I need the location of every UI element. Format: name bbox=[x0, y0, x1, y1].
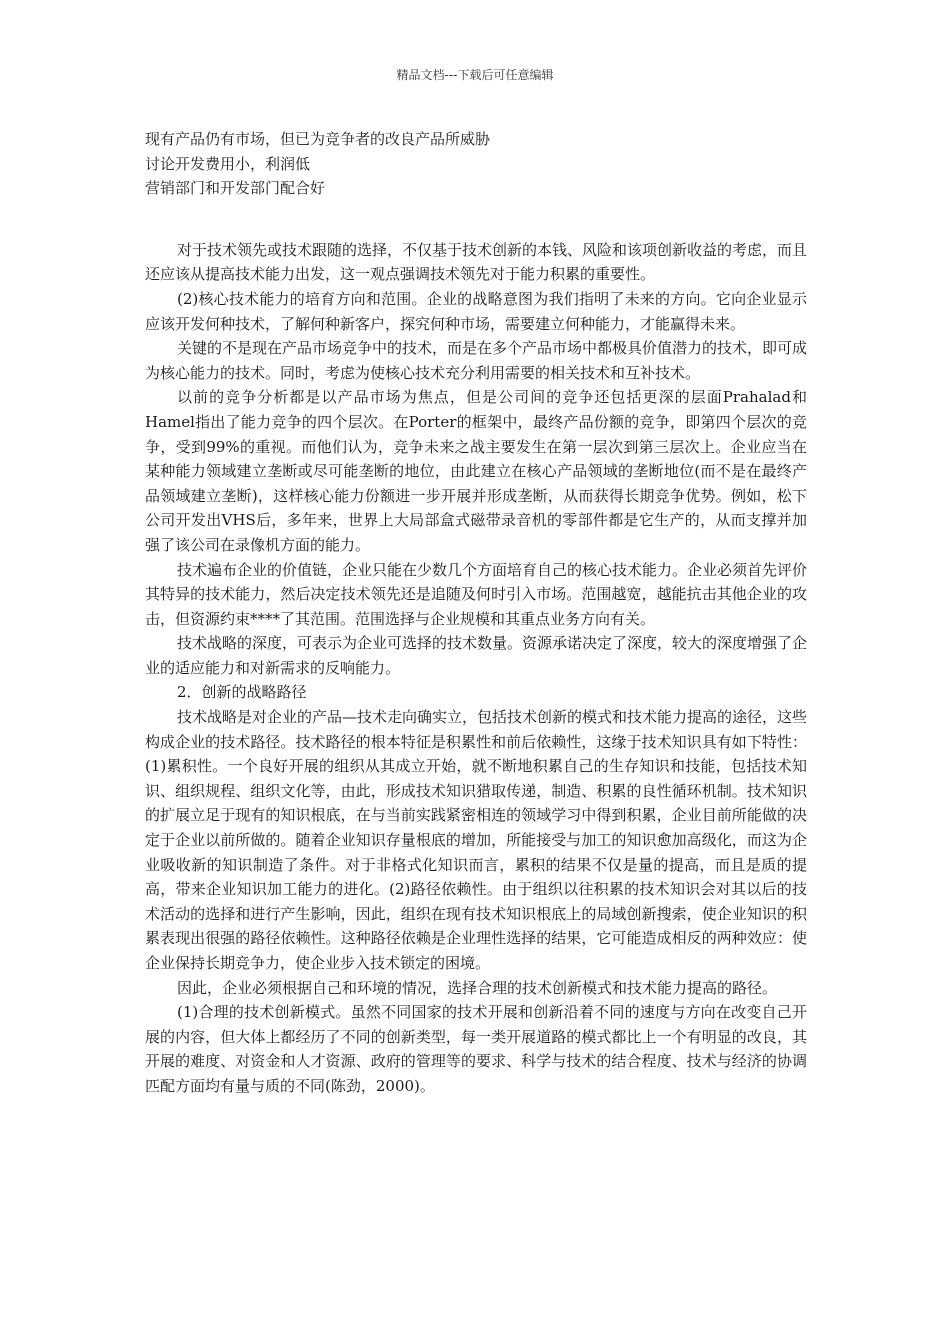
blank-line bbox=[145, 201, 807, 238]
paragraph: 技术战略的深度，可表示为企业可选择的技术数量。资源承诺决定了深度，较大的深度增强了企业的适应能力和对新需求的反响能力。 bbox=[145, 634, 808, 677]
paragraph: 关键的不是现在产品市场竞争中的技术，而是在多个产品市场中都极具价值潜力的技术，即可成为核心能力的技术。同时，考虑为使核心技术充分利用需要的相关技术和互补技术。 bbox=[145, 339, 808, 382]
paragraph: 因此，企业必须根据自己和环境的情况，选择合理的技术创新模式和技术能力提高的路径。 bbox=[177, 978, 778, 997]
intro-line: 讨论开发费用小，利润低 bbox=[145, 154, 311, 173]
page-header: 精品文档---下载后可任意编辑 bbox=[396, 68, 554, 82]
paragraph: (1)合理的技术创新模式。虽然不同国家的技术开展和创新沿着不同的速度与方向在改变自己开展的内容，但大体上都经历了不同的创新类型，每一类开展道路的模式都比上一个有明显的改良，其开展的难度、对资金和人才资源、政府的管理等的要求、科学与技术的结合程度、技术与经济的协调匹配方面均有量与质的不同(陈劲，2000)。 bbox=[145, 1003, 807, 1095]
paragraph: 技术遍布企业的价值链，企业只能在少数几个方面培育自己的核心技术能力。企业必须首先评价其特异的技术能力，然后决定技术领先还是追随及何时引入市场。范围越宽，越能抗击其他企业的攻击，但资源约束****了其范围。范围选择与企业规模和其重点业务方向有关。 bbox=[145, 560, 808, 628]
paragraph: 技术战略是对企业的产品—技术走向确实立，包括技术创新的模式和技术能力提高的途径，这些构成企业的技术路径。技术路径的根本特征是积累性和前后依赖性，这缘于技术知识具有如下特性： (1)累积性。一个良好开展的组织从其成立开始，就不断地积累自己的生存知识和技能，包括技术知识、组织规程、组织文化等，由此，形成技术知识猎取传递，制造、积累的良性循环机制。技术知识的扩展立足于现有的知识根底，在与当前实践紧密相连的领域学习中得到积累，企业目前所能做的决定于企业以前所做的。随着企业知识存量根底的增加，所能接受与加工的知识愈加高级化，而这为企业吸收新的知识制造了条件。对于非格式化知识而言，累积的结果不仅是量的提高，而且是质的提高，带来企业知识加工能力的进化。(2)路径依赖性。由于组织以往积累的技术知识会对其以后的技术活动的选择和进行产生影响，因此，组织在现有技术知识根底上的局域创新搜索，使企业知识的积累表现出很强的路径依赖性。这种路径依赖是企业理性选择的结果，它可能造成相反的两种效应：使企业保持长期竞争力，使企业步入技术锁定的困境。 bbox=[145, 708, 808, 972]
section-heading: 2．创新的战略路径 bbox=[177, 683, 307, 702]
intro-line: 营销部门和开发部门配合好 bbox=[145, 179, 326, 198]
document-body bbox=[145, 127, 807, 1099]
intro-line: 现有产品仍有市场，但已为竞争者的改良产品所威胁 bbox=[145, 130, 491, 148]
paragraph: 以前的竞争分析都是以产品市场为焦点，但是公司间的竞争还包括更深的层面Prahalad和 Hamel指出了能力竞争的四个层次。在Porter的框架中，最终产品份额的竞争，即第四个层次的竞争，受到99%的重视。而他们认为，竞争未来之战主要发生在第一层次到第三层次上。企业应当在某种能力领域建立垄断或尽可能垄断的地位，由此建立在核心产品领域的垄断地位(而不是在最终产品领域建立垄断)，这样核心能力份额进一步开展并形成垄断，从而获得长期竞争优势。例如，松下公司开发出VHS后，多年来，世界上大局部盒式磁带录音机的零部件都是它生产的，从而支撑并加强了该公司在录像机方面的能力。 bbox=[145, 388, 807, 554]
paragraph: (2)核心技术能力的培育方向和范围。企业的战略意图为我们指明了未来的方向。它向企业显示应该开发何种技术，了解何种新客户，探究何种市场，需要建立何种能力，才能赢得未来。 bbox=[145, 289, 807, 333]
intro-list bbox=[145, 127, 807, 201]
paragraph: 对于技术领先或技术跟随的选择，不仅基于技术创新的本钱、风险和该项创新收益的考虑，而且还应该从提高技术能力出发，这一观点强调技术领先对于能力积累的重要性。 bbox=[145, 240, 808, 284]
